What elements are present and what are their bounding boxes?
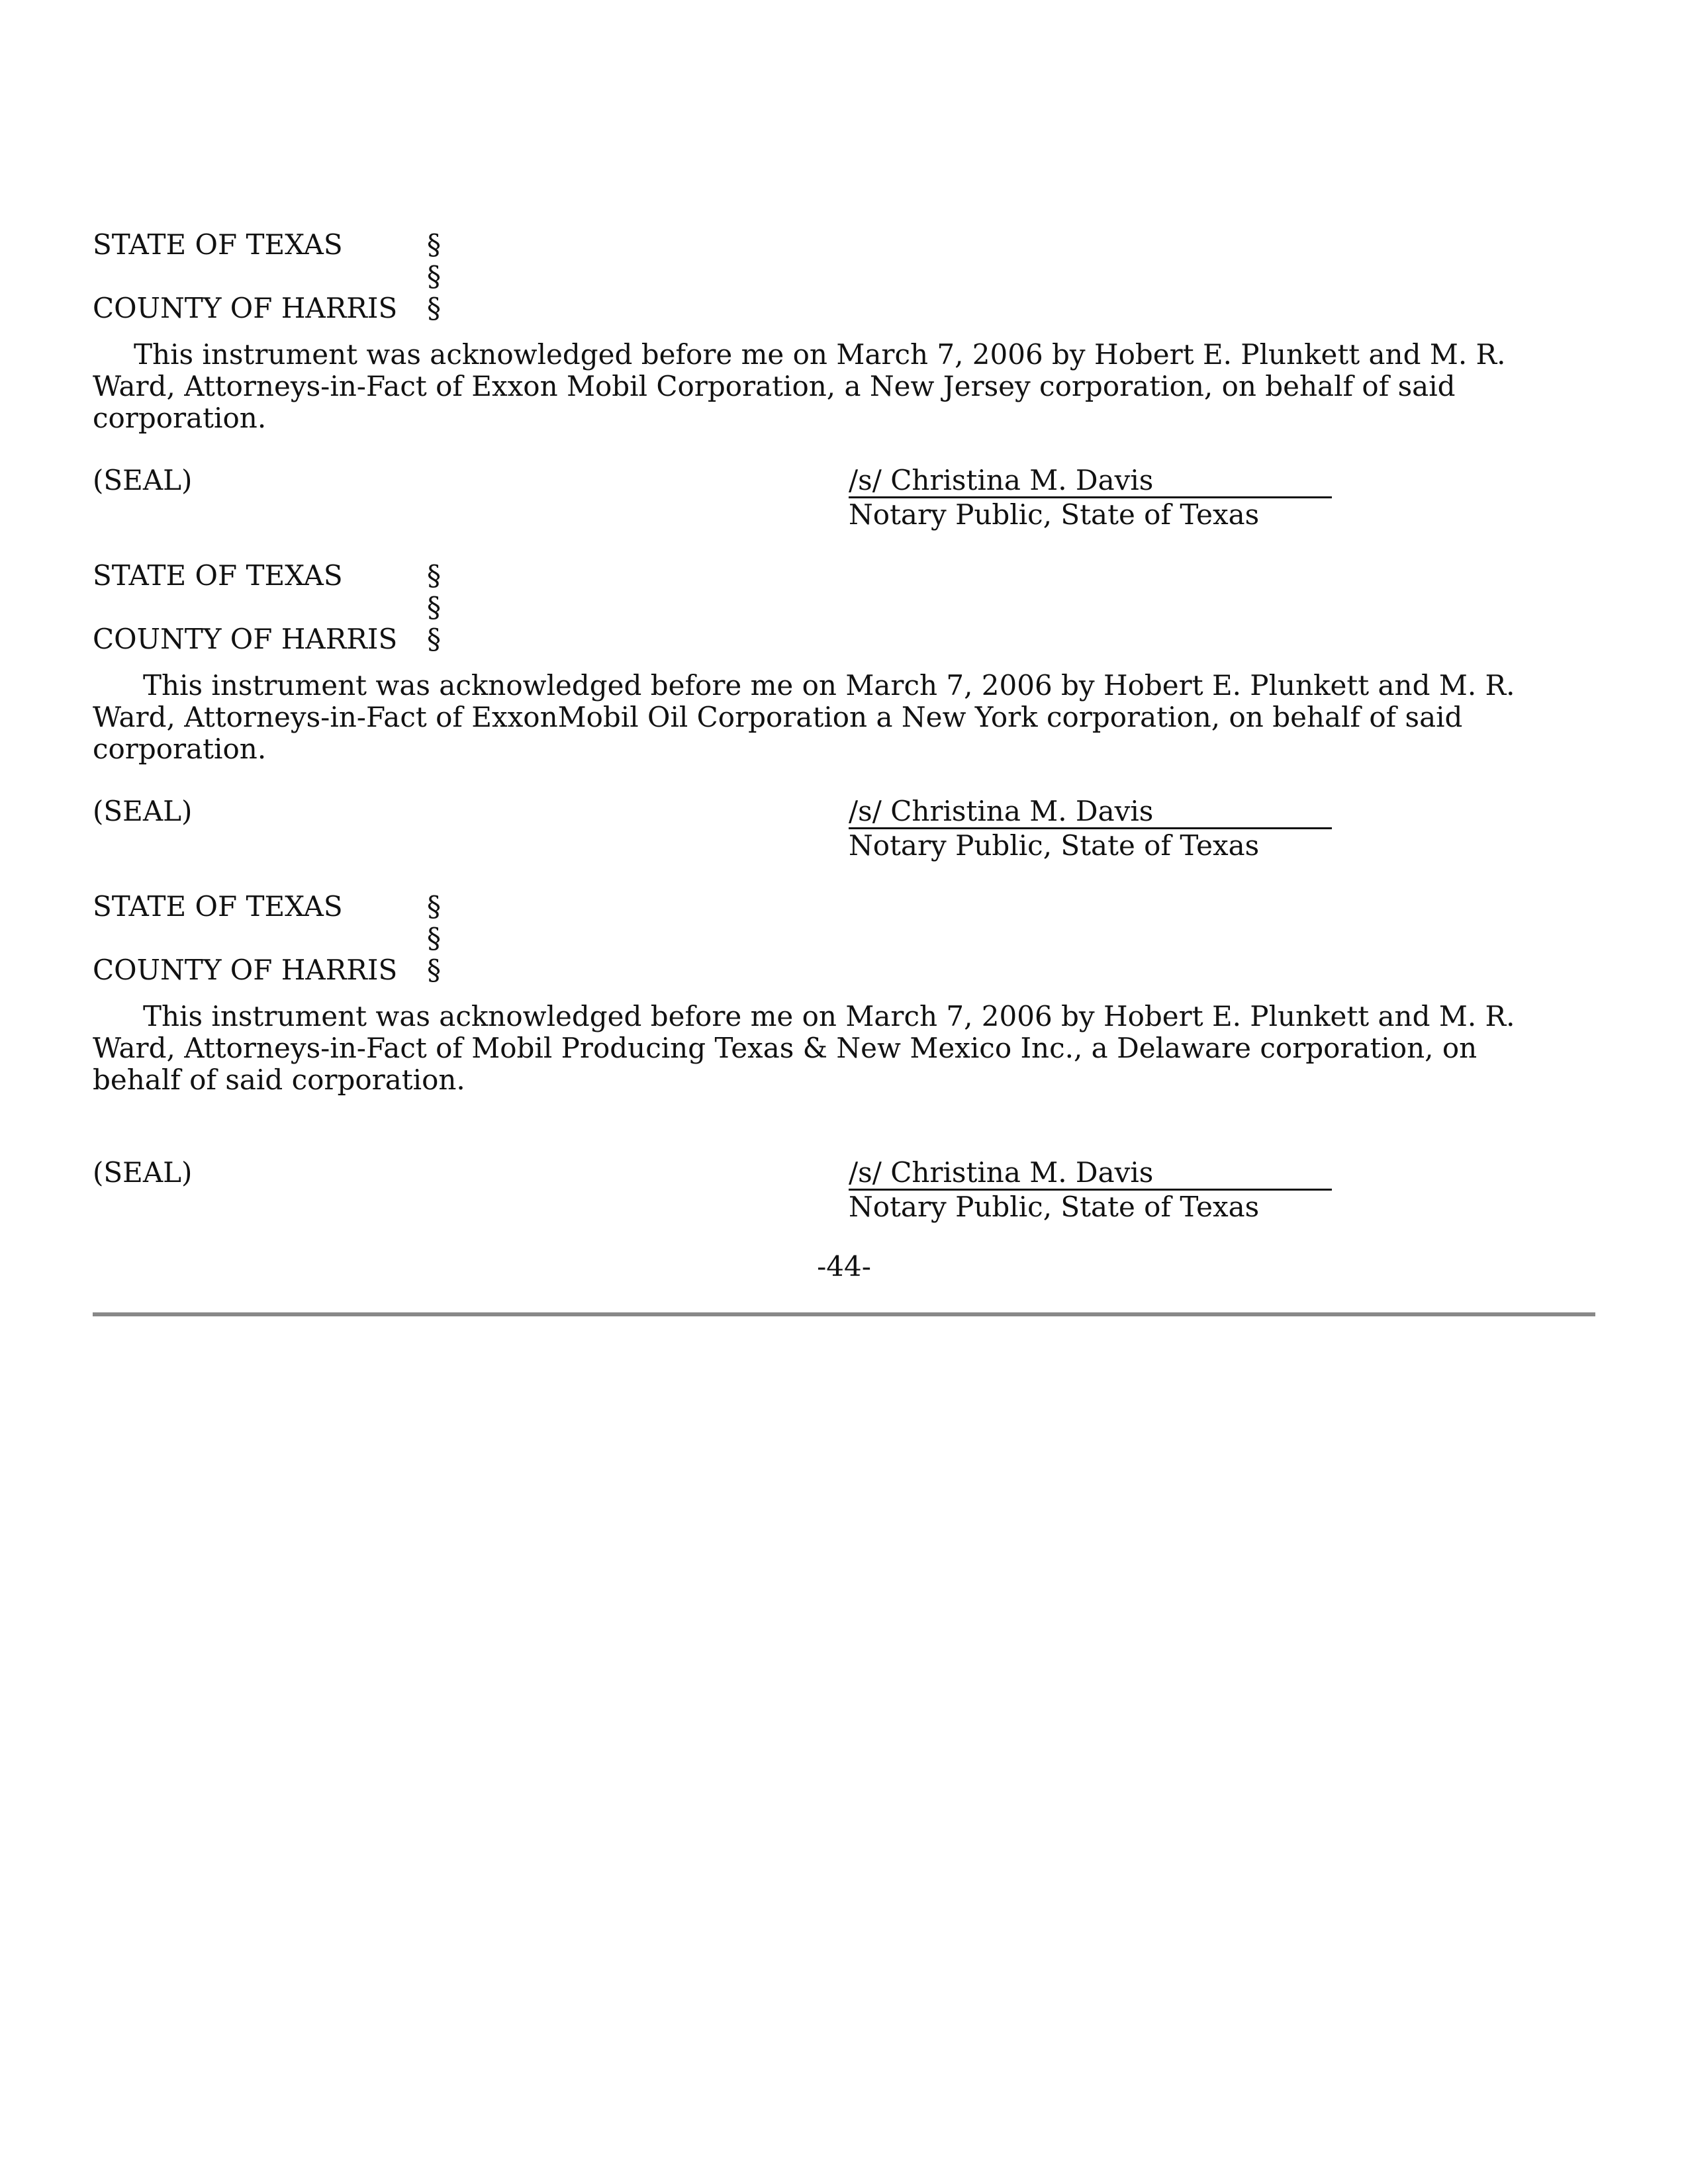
page-number: -44- [817,1250,871,1283]
seal-label: (SEAL) [93,795,193,827]
notary-title: Notary Public, State of Texas [849,498,1260,531]
notary-block-1 [93,228,1595,531]
venue-middle-row [93,261,1595,293]
section-symbol: § [427,623,441,655]
notary-signature: /s/ Christina M. Davis [849,465,1332,498]
notary-title: Notary Public, State of Texas [849,1191,1260,1223]
notary-block-2 [93,559,1595,862]
notary-block-3 [93,890,1595,1223]
venue-county-row [93,623,1595,655]
notary-signature: /s/ Christina M. Davis [849,796,1332,829]
page-divider-rule [93,1312,1595,1316]
section-symbol: § [427,890,441,923]
venue-middle-row [93,923,1595,954]
venue-state-row [93,891,1595,923]
acknowledgment-text: This instrument was acknowledged before me on March 7, 2006 by Hobert E. Plunkett and M. R. Ward, Attorneys-in-Fact of Exxon Mobil Corporation, a New Jersey corporation, on behalf of said corporation. [93,338,1515,434]
venue-state-row [93,229,1595,261]
venue-state-row [93,560,1595,592]
venue-county-row [93,954,1595,986]
acknowledgment-text: This instrument was acknowledged before me on March 7, 2006 by Hobert E. Plunkett and M. R. Ward, Attorneys-in-Fact of Mobil Producing Texas & New Mexico Inc., a Delaware corporation, on behalf of said corporation. [93,1000,1524,1096]
notary-title: Notary Public, State of Texas [849,829,1260,862]
section-symbol: § [427,922,441,954]
venue-county: COUNTY OF HARRIS [93,292,398,324]
acknowledgment-text: This instrument was acknowledged before me on March 7, 2006 by Hobert E. Plunkett and M. R. Ward, Attorneys-in-Fact of ExxonMobil Oil Corporation a New York corporation, on behalf of said corporation. [93,669,1524,765]
section-symbol: § [427,260,441,293]
section-symbol: § [427,559,441,592]
venue-county: COUNTY OF HARRIS [93,623,398,655]
venue-county-row [93,293,1595,324]
notary-signature: /s/ Christina M. Davis [849,1157,1332,1191]
venue-state: STATE OF TEXAS [93,890,343,923]
venue-state: STATE OF TEXAS [93,228,343,261]
section-symbol: § [427,954,441,986]
section-symbol: § [427,292,441,324]
venue-state: STATE OF TEXAS [93,559,343,592]
venue-middle-row [93,592,1595,623]
seal-label: (SEAL) [93,1156,193,1189]
venue-county: COUNTY OF HARRIS [93,954,398,986]
section-symbol: § [427,591,441,623]
seal-label: (SEAL) [93,464,193,496]
section-symbol: § [427,228,441,261]
